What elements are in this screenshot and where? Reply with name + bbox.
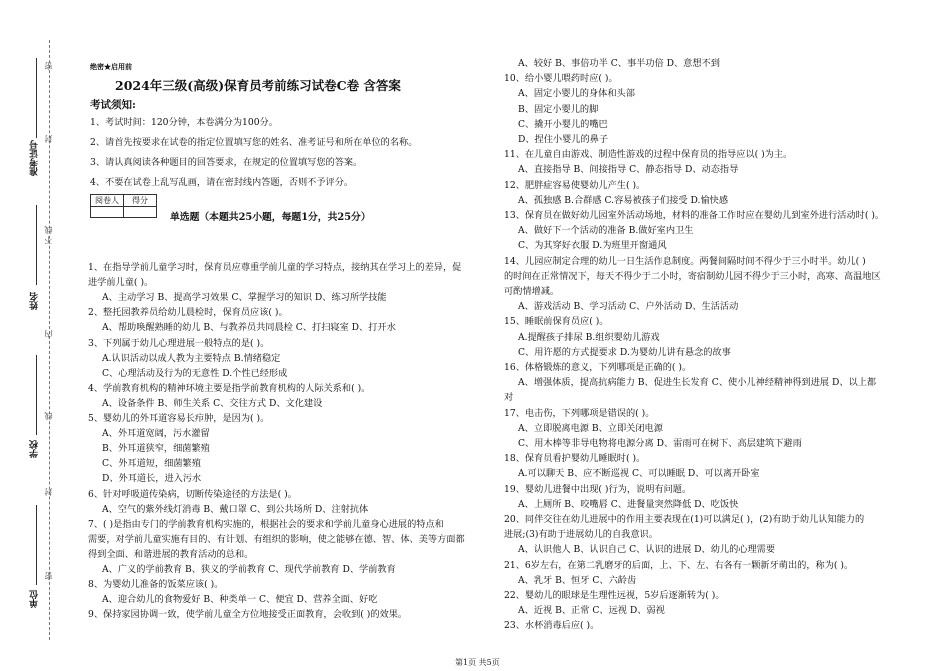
question-line: 3、下列属于幼儿心理进展一般特点的是( )。 bbox=[88, 337, 270, 349]
question-line: 17、电击伤，下列哪项是错误的( )。 bbox=[504, 407, 655, 419]
answer-option: D、捏住小婴儿的鼻子 bbox=[518, 134, 609, 145]
answer-option: A、乳牙 B、恒牙 C、六龄齿 bbox=[518, 574, 637, 586]
question-line: 1、在指导学前儿童学习时，保育员应尊重学前儿童的学习特点，接纳其在学习上的差异，促 bbox=[88, 262, 462, 273]
section-heading: 单选题（本题共25小题，每题1分，共25分） bbox=[170, 212, 371, 223]
answer-option: A、游戏活动 B、学习活动 C、户外活动 D、生活活动 bbox=[518, 301, 739, 313]
question-line: 18、保育员看护婴幼儿睡眠时( )。 bbox=[504, 453, 646, 465]
binding-label-school: 学校 bbox=[30, 440, 40, 458]
answer-option: C、心理活动及行为的无意性 D.个性已经形成 bbox=[102, 367, 288, 379]
answer-option: B、外耳道狭窄，细菌繁殖 bbox=[102, 443, 210, 455]
answer-option: A、认识他人 B、认识自己 C、认识的进展 D、幼儿的心理需要 bbox=[518, 544, 776, 556]
score-cell bbox=[91, 207, 124, 218]
answer-option: A、固定小婴儿的身体和头部 bbox=[518, 88, 635, 100]
page-title: 2024年三级(高级)保育员考前练习试卷C卷 含答案 bbox=[115, 78, 401, 93]
question-line: 4、学前教育机构的精神环境主要是指学前教育机构的人际关系和( )。 bbox=[88, 382, 371, 394]
question-line: 20、同伴交往在幼儿进展中的作用主要表现在(1)可以满足( )，(2)有助于幼儿认知能力的 bbox=[504, 514, 865, 525]
fill-line bbox=[36, 58, 37, 138]
question-line: 6、针对呼吸道传染病，切断传染途径的方法是( )。 bbox=[88, 488, 297, 500]
answer-option: A、增强体质，提高抗病能力 B、促进生长发育 C、使小儿神经精神得到进展 D、以上都 bbox=[518, 377, 877, 389]
question-line: 15、睡眠前保育员应( )。 bbox=[504, 316, 609, 328]
fill-line bbox=[36, 505, 37, 585]
question-line: 23、水杯消毒后应( )。 bbox=[504, 620, 600, 632]
answer-option: A、外耳道宽阔，污水灌留 bbox=[102, 428, 210, 440]
notice-item: 4、不要在试卷上乱写乱画，请在密封线内答题，否则不予评分。 bbox=[90, 177, 354, 188]
question-line: 2、整托园教养员给幼儿晨检时，保育员应该( )。 bbox=[88, 307, 288, 319]
question-line: 5、婴幼儿的外耳道容易长疖肿，是因为( )。 bbox=[88, 413, 270, 424]
fill-line bbox=[36, 205, 37, 285]
question-line: 对 bbox=[504, 392, 514, 404]
answer-option: C、用许愿的方式提要求 D.为婴幼儿讲有悬念的故事 bbox=[518, 346, 731, 358]
answer-option: A、孤独感 B.合群感 C.容易被孩子们接受 D.愉快感 bbox=[518, 194, 729, 206]
answer-option: C、外耳道短，细菌繁殖 bbox=[102, 458, 201, 470]
answer-option: A、较好 B、事倍功半 C、事半功倍 D、意想不到 bbox=[518, 58, 720, 69]
seal-mark: 封 bbox=[44, 135, 53, 143]
seal-mark: 密 bbox=[44, 62, 53, 70]
seal-mark: 封 bbox=[44, 488, 53, 496]
binding-label-name: 姓名 bbox=[30, 292, 40, 310]
question-line: 7、( )是指由专门的学前教育机构实施的，根据社会的要求和学前儿童身心进展的特点和 bbox=[88, 518, 444, 530]
seal-line bbox=[49, 40, 50, 640]
score-cell bbox=[124, 207, 157, 218]
secret-label: 绝密★启用前 bbox=[90, 62, 132, 71]
question-line: 进展;(3)有助于进展幼儿的自我意识。 bbox=[504, 529, 658, 541]
answer-option: C、为其穿好衣服 D.为班里开窗通风 bbox=[518, 240, 667, 252]
answer-option: C、撬开小婴儿的嘴巴 bbox=[518, 118, 608, 130]
seal-mark: 内 bbox=[44, 330, 53, 338]
score-table-reviewer: 阅卷人 bbox=[91, 195, 124, 207]
answer-option: A、近视 B、正常 C、远视 D、弱视 bbox=[518, 605, 665, 617]
question-line: 得到全面、和谐进展的教育活动的总和。 bbox=[88, 548, 254, 560]
score-table-score: 得分 bbox=[124, 195, 157, 207]
binding-label-unit: 单位 bbox=[30, 590, 40, 608]
question-line: 10、给小婴儿喂药时应( )。 bbox=[504, 73, 618, 85]
answer-option: D、外耳道长，进入污水 bbox=[102, 473, 202, 485]
answer-option: A、上厕所 B、咬嘴唇 C、进餐量突然降低 D、吃饭快 bbox=[518, 498, 739, 510]
question-line: 16、体格锻炼的意义，下列哪项是正确的( )。 bbox=[504, 362, 692, 373]
question-line: 的时间在正常情况下，每天不得少于二小时，寄宿制幼儿园不得少于三小时，高寒、高温地区 bbox=[504, 270, 881, 282]
question-line: 13、保育员在做好幼儿园室外活动场地，材料的准备工作时应在婴幼儿到室外进行活动时( )。 bbox=[504, 210, 885, 221]
answer-option: A、空气的紫外线灯消毒 B、戴口罩 C、到公共场所 D、注射抗体 bbox=[102, 503, 369, 515]
answer-option: A.提醒孩子排尿 B.组织婴幼儿游戏 bbox=[518, 331, 660, 343]
question-line: 21、6岁左右，在第二乳磨牙的后面，上、下、左、右各有一颗新牙萌出的，称为( )。 bbox=[504, 559, 854, 571]
question-line: 12、肥胖症容易使婴幼儿产生( )。 bbox=[504, 179, 646, 191]
notice-item: 2、请首先按要求在试卷的指定位置填写您的姓名、准考证号和所在单位的名称。 bbox=[90, 137, 418, 148]
seal-mark: 不 bbox=[44, 236, 53, 244]
question-line: 14、儿园应制定合理的幼儿一日生活作息制度。两餐间隔时间不得少于三小时半。幼儿( ) bbox=[504, 255, 866, 267]
answer-option: A、设备条件 B、师生关系 C、交往方式 D、文化建设 bbox=[102, 397, 323, 409]
seal-mark: 线 bbox=[44, 226, 53, 234]
notice-item: 1、考试时间：120分钟，本卷满分为100分。 bbox=[90, 117, 278, 128]
question-line: 可酌情增减。 bbox=[504, 286, 560, 297]
score-table bbox=[90, 194, 157, 218]
notice-item: 3、请认真阅读各种题目的回答要求，在规定的位置填写您的答案。 bbox=[90, 157, 363, 168]
question-line: 8、为婴幼儿准备的饭菜应该( )。 bbox=[88, 579, 224, 591]
answer-option: B、固定小婴儿的脚 bbox=[518, 103, 599, 115]
answer-option: A.认识活动以成人教为主要特点 B.情绪稳定 bbox=[102, 352, 281, 364]
answer-option: A、直接指导 B、间接指导 C、静态指导 D、动态指导 bbox=[518, 164, 739, 176]
question-line: 进学前儿童( )。 bbox=[88, 277, 154, 289]
answer-option: A.可以聊天 B、应不断巡视 C、可以睡眠 D、可以离开卧室 bbox=[518, 468, 760, 480]
question-line: 9、保持家园协调一致，使学前儿童全方位地接受正面教育，会收到( )的效果。 bbox=[88, 609, 408, 621]
seal-mark: 线 bbox=[44, 412, 53, 420]
answer-option: A、做好下一个活动的准备 B.做好室内卫生 bbox=[518, 225, 694, 237]
question-line: 11、在儿童自由游戏、制造性游戏的过程中保育员的指导应以( )为主。 bbox=[504, 149, 793, 161]
binding-label-exam-number: 准考证号 bbox=[30, 140, 40, 176]
fill-line bbox=[36, 355, 37, 435]
seal-mark: 密 bbox=[44, 572, 53, 580]
answer-option: C、用木棒等非导电物将电源分离 D、雷雨可在树下、高层建筑下避雨 bbox=[518, 438, 802, 449]
answer-option: A、广义的学前教育 B、狭义的学前教育 C、现代学前教育 D、学前教育 bbox=[102, 564, 396, 575]
answer-option: A、主动学习 B、提高学习效果 C、掌握学习的知识 D、练习所学技能 bbox=[102, 292, 387, 304]
question-line: 需要，对学前儿童实施有目的、有计划、有组织的影响，使之能够在德、智、体、美等方面都 bbox=[88, 533, 465, 545]
answer-option: A、帮助唤醒熟睡的幼儿 B、与教养员共同晨检 C、打扫寝室 D、打开水 bbox=[102, 322, 396, 334]
notice-heading: 考试须知: bbox=[90, 99, 136, 111]
answer-option: A、立即脱离电源 B、立即关闭电源 bbox=[518, 422, 663, 434]
question-line: 19、婴幼儿进餐中出现( )行为，说明有问题。 bbox=[504, 483, 692, 495]
answer-option: A、迎合幼儿的食物爱好 B、种类单一 C、便宜 D、营养全面、好吃 bbox=[102, 594, 378, 606]
question-line: 22、婴幼儿的眼球是生理性远视，5岁后逐渐转为( )。 bbox=[504, 590, 725, 601]
page-footer: 第1页 共5页 bbox=[455, 658, 500, 667]
